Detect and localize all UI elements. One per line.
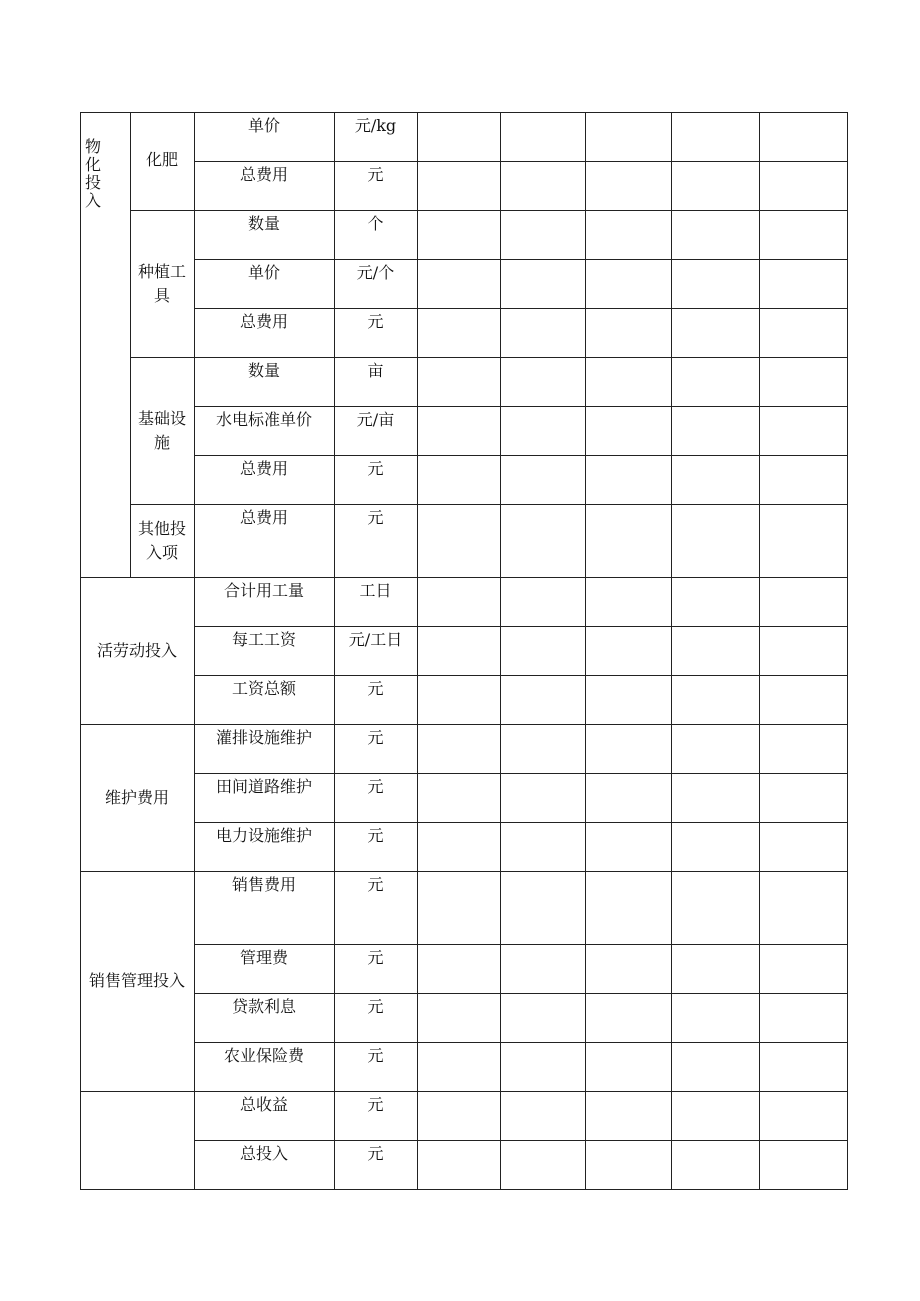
unit-label: 个 (367, 214, 384, 233)
item-label: 灌排设施维护 (215, 728, 312, 747)
item-label: 总费用 (239, 165, 288, 184)
item-label: 工资总额 (231, 679, 296, 698)
unit-label: 元 (367, 777, 384, 796)
item-label: 贷款利息 (231, 997, 296, 1016)
item-label: 数量 (247, 361, 280, 380)
unit-label: 元 (367, 508, 384, 527)
unit-label: 工日 (359, 581, 392, 600)
unit-label: 元 (367, 312, 384, 331)
unit-label: 元 (367, 679, 384, 698)
item-label: 总费用 (239, 508, 288, 527)
item-label: 单价 (247, 116, 280, 135)
unit-label: 元/个 (356, 263, 395, 282)
group-label: 种植工具 (137, 261, 186, 305)
item-label: 合计用工量 (223, 581, 304, 600)
unit-label: 元 (367, 459, 384, 478)
unit-label: 元/亩 (356, 410, 395, 429)
unit-label: 元 (367, 826, 384, 845)
item-label: 管理费 (239, 948, 288, 967)
unit-label: 元 (367, 728, 384, 747)
unit-label: 元 (367, 165, 384, 184)
unit-label: 元 (367, 997, 384, 1016)
item-label: 电力设施维护 (215, 826, 312, 845)
group-label: 化肥 (145, 150, 178, 169)
unit-label: 元 (367, 1095, 384, 1114)
item-label: 水电标准单价 (215, 410, 312, 429)
section-label: 销售管理投入 (88, 971, 185, 990)
item-label: 销售费用 (231, 875, 296, 894)
unit-label: 亩 (367, 361, 384, 380)
unit-label: 元 (367, 875, 384, 894)
unit-label: 元 (367, 1046, 384, 1065)
section-label: 活劳动投入 (96, 640, 177, 660)
item-label: 总投入 (239, 1144, 288, 1163)
unit-label: 元 (367, 1144, 384, 1163)
cost-table (80, 112, 848, 1190)
unit-label: 元/工日 (348, 630, 403, 649)
section-label-vertical: 物化投入 (84, 137, 101, 210)
item-label: 总费用 (239, 312, 288, 331)
unit-label: 元 (367, 948, 384, 967)
section-label: 维护费用 (104, 787, 169, 807)
group-label: 基础设施 (137, 408, 186, 452)
item-label: 总收益 (239, 1095, 288, 1114)
item-label: 每工工资 (231, 630, 296, 649)
item-label: 数量 (247, 214, 280, 233)
item-label: 单价 (247, 263, 280, 282)
item-label: 总费用 (239, 459, 288, 478)
item-label: 农业保险费 (223, 1046, 304, 1065)
unit-label: 元/kg (354, 116, 397, 135)
group-label: 其他投入项 (137, 518, 186, 562)
item-label: 田间道路维护 (215, 777, 312, 796)
